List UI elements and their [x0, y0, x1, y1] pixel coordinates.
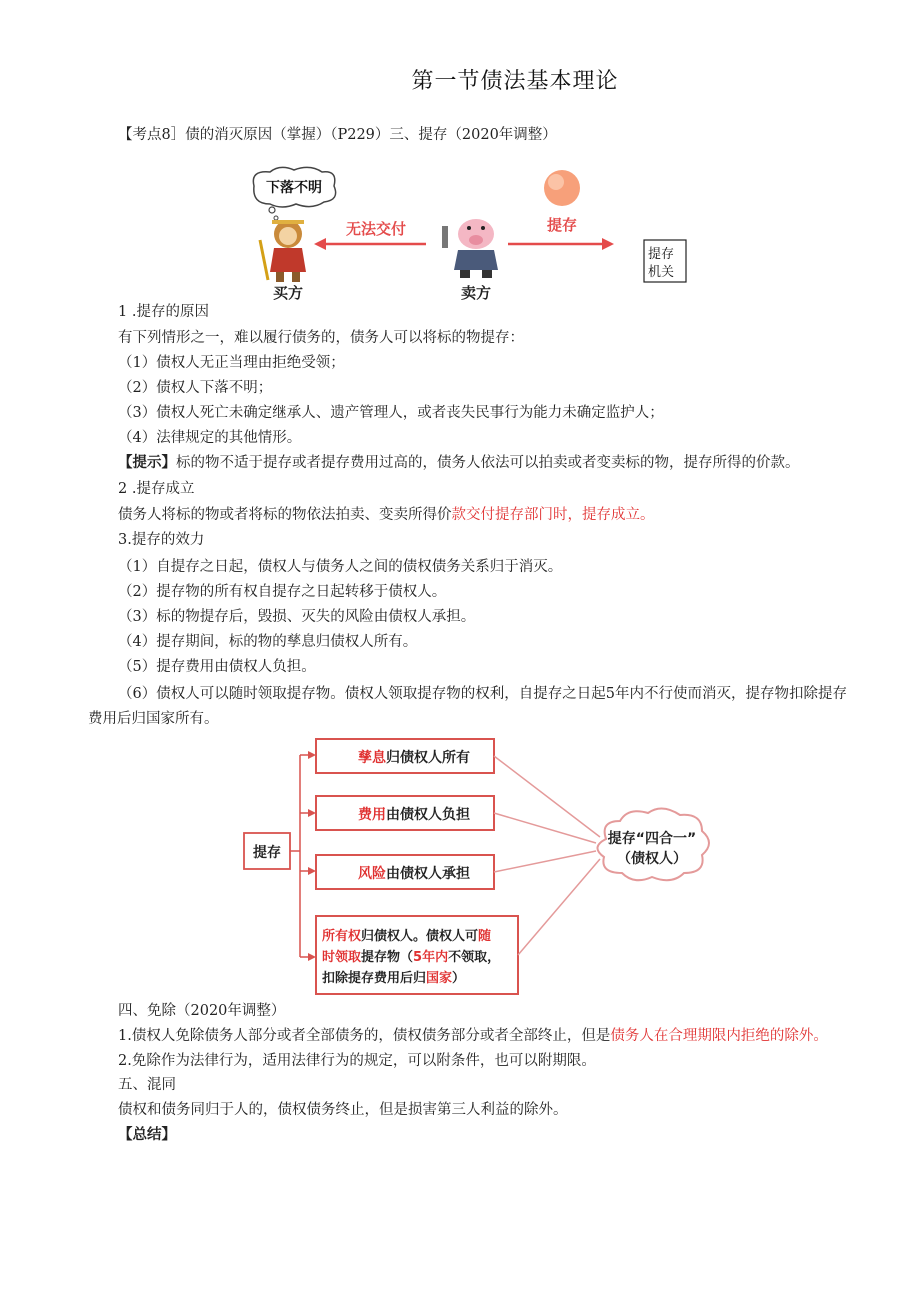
own-l1-red2: 随	[478, 929, 492, 944]
box-risk-text	[358, 865, 470, 882]
s2-text-red: 款交付提存部门时，提存成立。	[451, 507, 655, 523]
s1-intro: 有下列情形之一，难以履行债务的，债务人可以将标的物提存：	[118, 330, 524, 346]
s5-heading: 五、混同	[118, 1077, 176, 1093]
own-l1-red: 所有权	[322, 929, 362, 944]
page-title: 第一节债法基本理论	[411, 69, 619, 94]
summary-label: 【总结】	[118, 1126, 176, 1143]
bracket-lines	[290, 755, 312, 957]
box-risk-rest: 由债权人承担	[386, 866, 470, 882]
s1-tip	[118, 453, 800, 473]
box-fee-text	[358, 806, 470, 823]
s2-heading: 2 .提存成立	[118, 481, 195, 497]
deposit-illustration	[246, 164, 696, 306]
arrow-right-label: 提存	[546, 216, 578, 234]
thought-bubble	[253, 167, 335, 220]
kaodian-heading: 【考点8］债的消灭原因（掌握）（P229）三、提存（2020年调整）	[118, 127, 557, 143]
s4-item-1-normal: 1.债权人免除债务人部分或者全部债务的，债权债务部分或者全部终止，但是	[118, 1028, 611, 1044]
s1-heading: 1 .提存的原因	[118, 304, 209, 320]
seller-figure-icon	[442, 219, 498, 278]
peach-icon	[544, 170, 580, 206]
s2-text-normal: 债务人将标的物或者将标的物依法拍卖、变卖所得价	[118, 507, 452, 523]
s4-item-1	[118, 1026, 828, 1046]
buyer-figure-icon	[260, 220, 306, 282]
box-interest-rest: 归债权人所有	[386, 750, 470, 766]
seller-label: 卖方	[460, 284, 492, 302]
s1-item-2: （2）债权人下落不明；	[118, 380, 273, 396]
s2-text	[118, 505, 655, 525]
deposit-agency-line1: 提存	[648, 246, 675, 261]
s4-item-2: 2.免除作为法律行为，适用法律行为的规定，可以附条件，也可以附期限。	[118, 1053, 596, 1069]
own-l2-red2: 5年内	[413, 950, 449, 965]
box-ownership-line1	[322, 928, 491, 944]
box-fee-rest: 由债权人负担	[386, 807, 470, 823]
box-interest-text	[358, 749, 470, 766]
box-ownership-line2	[322, 949, 500, 965]
arrow-right-icon	[508, 238, 614, 250]
s3-item-4: （4）提存期间，标的物的孳息归债权人所有。	[118, 634, 418, 650]
box-fee-red: 费用	[358, 807, 386, 823]
own-l2-red: 时领取	[322, 950, 362, 965]
s3-heading: 3.提存的效力	[118, 532, 205, 548]
box-ownership-line3	[322, 970, 465, 986]
s3-item-1: （1）自提存之日起，债权人与债务人之间的债权债务关系归于消灭。	[118, 559, 563, 575]
own-l2-mid: 提存物（	[361, 950, 414, 965]
s4-heading: 四、免除（2020年调整）	[118, 1003, 286, 1019]
deposit-agency-line2: 机关	[648, 264, 675, 279]
arrow-left-label: 无法交付	[345, 220, 407, 238]
s3-item-6-line1: （6）债权人可以随时领取提存物。债权人领取提存物的权利，自提存之日起5年内不行使而消灭，提存物扣除提存	[118, 686, 847, 702]
s3-item-3: （3）标的物提存后，毁损、灭失的风险由债权人承担。	[118, 609, 476, 625]
box-interest-red: 孳息	[358, 750, 386, 766]
bracket-arrows-icon	[308, 751, 316, 961]
own-l3-b: ）	[452, 971, 466, 986]
box-risk-red: 风险	[358, 866, 386, 882]
arrow-left-icon	[314, 238, 426, 250]
s3-item-5: （5）提存费用由债权人负担。	[118, 659, 316, 675]
s1-item-1: （1）债权人无正当理由拒绝受领；	[118, 355, 345, 371]
left-box-label: 提存	[253, 845, 281, 861]
s3-item-2: （2）提存物的所有权自提存之日起转移于债权人。	[118, 584, 447, 600]
s1-item-4: （4）法律规定的其他情形。	[118, 430, 302, 446]
tip-label: 【提示】	[118, 454, 176, 471]
s3-item-6-line2: 费用后归国家所有。	[88, 711, 219, 727]
cloud-line2: （债权人）	[617, 851, 687, 867]
own-l1-mid: 归债权人。债权人可	[361, 929, 479, 944]
s5-text: 债权和债务同归于人的，债权债务终止，但是损害第三人利益的除外。	[118, 1102, 568, 1118]
own-l3-a: 扣除提存费用后归	[322, 971, 427, 986]
deposit-four-in-one-diagram	[240, 735, 720, 997]
tip-text: 标的物不适于提存或者提存费用过高的，债务人依法可以拍卖或者变卖标的物，提存所得的价款。	[176, 455, 800, 471]
own-l2-end: 不领取，	[448, 950, 501, 965]
cloud-line1: 提存“四合一”	[607, 831, 697, 847]
buyer-label: 买方	[272, 284, 304, 302]
bubble-text: 下落不明	[266, 180, 322, 196]
s1-item-3: （3）债权人死亡未确定继承人、遗产管理人，或者丧失民事行为能力未确定监护人；	[118, 405, 664, 421]
own-l3-red: 国家	[426, 971, 453, 986]
s4-item-1-red: 债务人在合理期限内拒绝的除外。	[610, 1028, 828, 1044]
